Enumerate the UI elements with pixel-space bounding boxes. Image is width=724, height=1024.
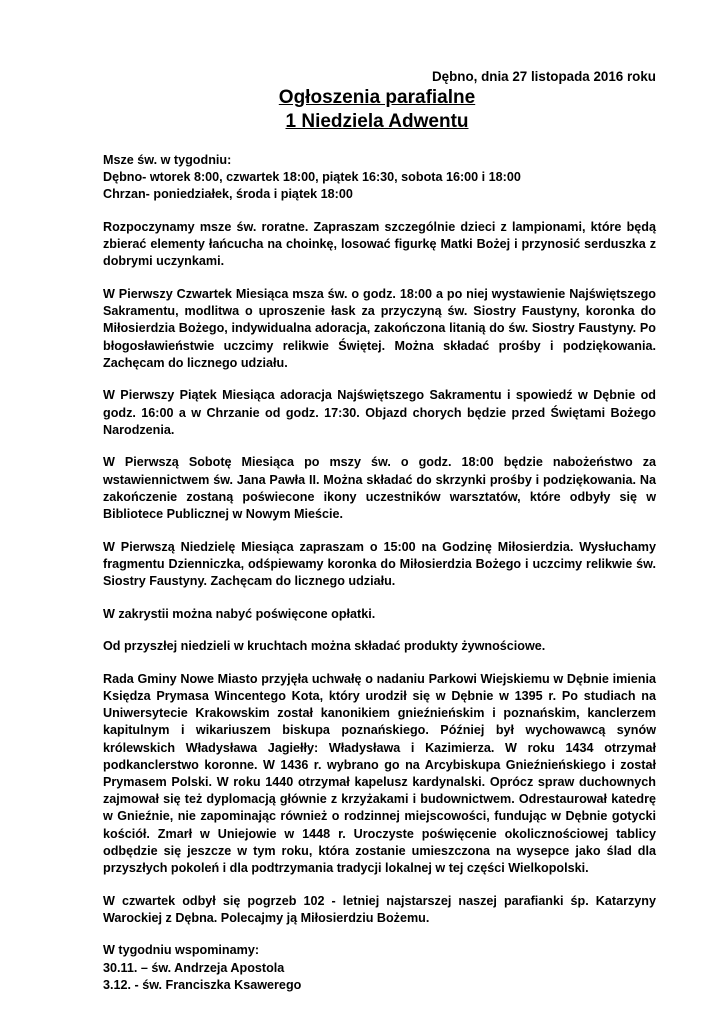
paragraph-roraty: Rozpoczynamy msze św. roratne. Zapraszam szczególnie dzieci z lampionami, które będą zbierać elementy łańcucha na choinkę, losować figurkę Matki Bożej i przynosić serduszka z dobrymi uczynkami. [103, 220, 656, 269]
remembrance-item: 3.12. - św. Franciszka Ksawerego [103, 977, 302, 992]
paragraph-park-naming: Rada Gminy Nowe Miasto przyjęła uchwałę o nadaniu Parkowi Wiejskiemu w Dębnie imienia Księdza Prymasa Wincentego Kota, który urodził się w Dębnie w 1395 r. Po studiach na Uniwersytecie Krakowskim został kanonikiem gnieźnieńskim i poznańskim, kanclerzem kapitulnym i wikariuszem biskupa poznańskiego. Później był wychowawcą synów królewskich Władysława Jagiełły: Władysława i Kazimierza. W roku 1434 otrzymał podkanclerstwo koronne. W 1436 r. wybrano go na Arcybiskupa Gnieźnieńskiego i został Prymasem Polski. W roku 1440 otrzymał kapelusz kardynalski. Oprócz spraw duchownych zajmował się też dyplomacją głównie z krzyżakami i budownictwem. Odrestaurował katedrę w Gnieźnie, nie zapominając również o rodzinnej miejscowości, fundując w Dębnie gotycki kościół. Zmarł w Uniejowie w 1448 r. Uroczyste poświęcenie okolicznościowej tablicy odbędzie się jeszcze w tym roku, która zostanie umieszczona na wysepce jako ślad dla przyszłych pokoleń i dla podtrzymania tradycji lokalnej w tej części Wielkopolski. [103, 671, 656, 876]
mass-schedule-heading: Msze św. w tygodniu: [103, 153, 232, 167]
paragraph-first-friday: W Pierwszy Piątek Miesiąca adoracja Najświętszego Sakramentu i spowiedź w Dębnie od godz. 16:00 a w Chrzanie od godz. 17:30. Objazd chorych będzie przed Świętami Bożego Narodzenia. [103, 388, 656, 437]
mass-schedule-chrzan: Chrzan- poniedziałek, środa i piątek 18:00 [103, 187, 353, 202]
document-subtitle: 1 Niedziela Adwentu [285, 111, 469, 132]
document-date: Dębno, dnia 27 listopada 2016 roku [432, 69, 656, 84]
document-body [103, 152, 656, 994]
remembrance-heading: W tygodniu wspominamy: [103, 943, 260, 958]
mass-schedule [103, 152, 656, 204]
remembrance-item: 30.11. – św. Andrzeja Apostola [103, 960, 285, 975]
remembrance-list [103, 942, 656, 994]
paragraph-oplatki: W zakrystii można nabyć poświęcone opłatki. [103, 606, 376, 621]
mass-schedule-debno: Dębno- wtorek 8:00, czwartek 18:00, piątek 16:30, sobota 16:00 i 18:00 [103, 170, 521, 185]
paragraph-food-collection: Od przyszłej niedzieli w kruchtach można składać produkty żywnościowe. [103, 639, 546, 654]
document-title: Ogłoszenia parafialne [278, 87, 476, 108]
paragraph-first-thursday: W Pierwszy Czwartek Miesiąca msza św. o godz. 18:00 a po niej wystawienie Najświętszego Sakramentu, modlitwa o uproszenie łask za przyczyną św. Siostry Faustyny, koronka do Miłosierdzia Bożego, indywidualna adoracja, zakończona litanią do św. Siostry Faustyny. Po błogosławieństwie uczcimy relikwie Świętej. Można składać prośby i podziękowania. Zachęcam do licznego udziału. [103, 287, 656, 370]
paragraph-first-saturday: W Pierwszą Sobotę Miesiąca po mszy św. o godz. 18:00 będzie nabożeństwo za wstawiennictwem św. Jana Pawła II. Można składać do skrzynki prośby i podziękowania. Na zakończenie zostaną poświecone ikony uczestników warsztatów, które odbyły się w Bibliotece Publicznej w Nowym Mieście. [103, 455, 656, 522]
paragraph-funeral: W czwartek odbył się pogrzeb 102 - letniej najstarszej naszej parafianki śp. Katarzyny Warockiej z Dębna. Polecajmy ją Miłosierdziu Bożemu. [103, 893, 656, 925]
paragraph-first-sunday: W Pierwszą Niedzielę Miesiąca zapraszam o 15:00 na Godzinę Miłosierdzia. Wysłuchamy fragmentu Dzienniczka, odśpiewamy koronka do Miłosierdzia Bożego i uczcimy relikwie św. Siostry Faustyny. Zachęcam do licznego udziału. [103, 539, 656, 589]
